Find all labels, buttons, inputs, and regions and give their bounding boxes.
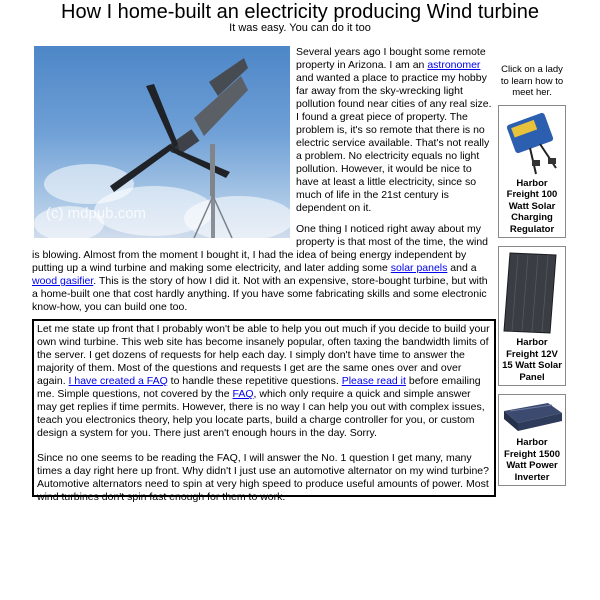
text-span: before emailing me. Simple questions, not covered by the [37, 375, 481, 400]
text-span: and wanted a place to practice my hobby far away from the sky-wrecking light pollution found near cities of any real size. I found a great piece of property. The problem is, it's so remote that there is no electric service available. That's not really a problem. No electricity equals no light pollution. However, it would be nice to have at least a little electricity, since so much of life in the 21st century is dependent on it. [296, 72, 492, 214]
faq-notice-box [32, 319, 496, 503]
text-span: . This is the story of how I did it. Not with an expensive, store-bought turbine, but with a home-built one that cost hardly anything. If you have some fabricating skills and some electronic know-how, you can build one too. [32, 275, 488, 313]
faq-link[interactable]: FAQ [232, 388, 254, 400]
power-inverter-icon [500, 397, 564, 435]
text-span: Several years ago I bought some remote property in Arizona. I am an [296, 46, 486, 71]
text-span: to handle these repetitive questions. [167, 375, 342, 387]
page-subtitle: It was easy. You can do it too [229, 22, 371, 34]
page-title: How I home-built an electricity producing Wind turbine [61, 1, 539, 23]
wind-turbine-photo [34, 46, 290, 238]
astronomer-link[interactable]: astronomer [427, 59, 481, 71]
text-span: One thing I noticed right away about my property is that most of the time, the wind is blowing. Almost from the moment I bought it, I had the idea of being energy independent by putting up a wind turbine and making some electricity, and later adding some [32, 223, 489, 274]
faq-paragraph-2: Since no one seems to be reading the FAQ, I will answer the No. 1 question I get many, many times a day right here up front. Why didn't I just use an automotive alternator on my wind turbine? Automotive alternators need to spin at very high speed to produce useful amounts of power. Most wind turbines don't spin fast enough for them to work. [37, 452, 489, 503]
faq-created-link[interactable]: I have created a FAQ [68, 375, 168, 387]
ad-label: Harbor Freight 12V 15 Watt Solar Panel [502, 337, 562, 383]
main-content [32, 46, 494, 322]
text-span: Let me state up front that I probably won't be able to help you out much if you decide to build your own wind turbine. This web site has become insanely popular, often taxing the bandwidth limits of the server. I get dozens of requests for help each day. I simply don't have time to answer the majority of them. Most of the questions and requests I get are the same ones over and over again. [37, 323, 490, 387]
sidebar-ads [496, 64, 568, 486]
page-header [0, 0, 600, 35]
solar-panel-icon [500, 249, 564, 335]
wood-gasifier-link[interactable]: wood gasifier [32, 275, 94, 287]
charge-regulator-icon [500, 108, 564, 176]
solar-panels-link[interactable]: solar panels [390, 262, 448, 274]
ad-power-inverter[interactable] [498, 394, 566, 486]
please-read-link[interactable]: Please read it [341, 375, 406, 387]
text-span: , which only require a quick and simple answer may get replies if time permits. However, there is no way I can help you out with complex issues, teach you electronics theory, help you locate parts, build a charge controller for you, or custom design a system for you. There just aren't enough hours in the day. Sorry. [37, 388, 485, 439]
ad-label: Harbor Freight 100 Watt Solar Charging Regulator [506, 177, 558, 235]
faq-paragraph-1 [37, 323, 491, 440]
ad-solar-panel[interactable] [498, 246, 566, 386]
ad-label: Harbor Freight 1500 Watt Power Inverter [504, 437, 560, 483]
ad-charge-regulator[interactable] [498, 105, 566, 239]
text-span: and a [447, 262, 477, 274]
sidebar-caption: Click on a lady to learn how to meet her. [500, 64, 564, 98]
photo-watermark: (c) mdpub.com [46, 205, 147, 222]
